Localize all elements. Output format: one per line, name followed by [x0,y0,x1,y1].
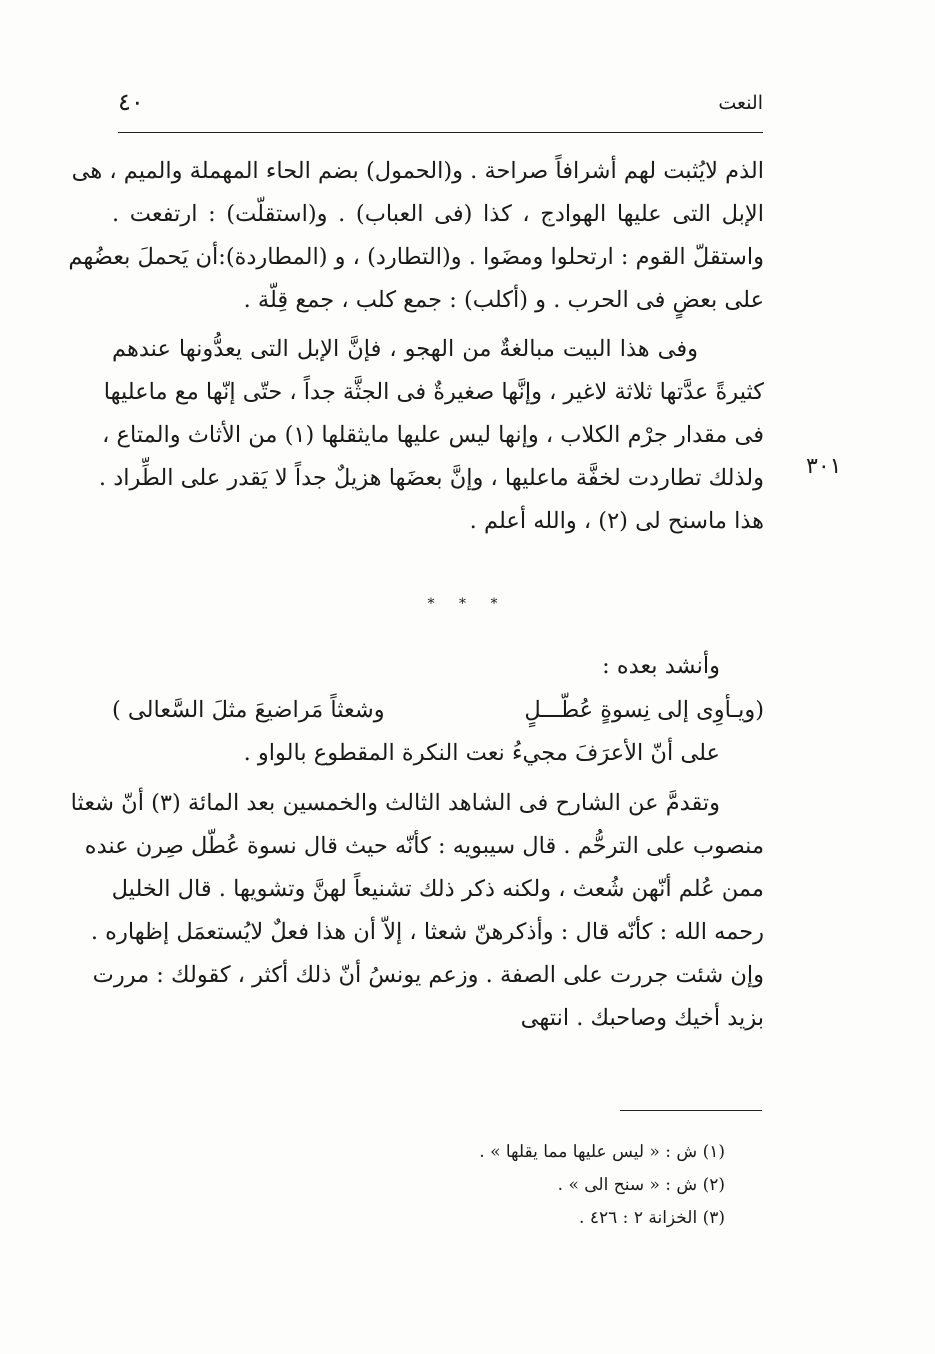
page-number: ٤٠ [118,88,144,116]
text-line: هذا ماسنح لى (٢) ، والله أعلم . [469,508,764,534]
verse-line [112,688,764,732]
text-line: رحمه الله : كأنّه قال : وأذكرهنّ شعثا ، إلاّ أن هذا فعلٌ لايُستعمَل إظهاره . [90,919,764,945]
verse-section [112,645,764,775]
footnotes [479,1136,725,1235]
text-line: بزيد أخيك وصاحبك . انتهى [520,1005,764,1031]
text-line: ممن عُلم أنّهن شُعث ، ولكنه ذكر ذلك تشنيعاً لهنَّ وتشويها . قال الخليل [111,876,764,902]
text-line: منصوب على الترحُّم . قال سيبويه : كأنّه حيث قال نسوة عُطّل صِرن عنده [84,833,764,859]
verse-intro: وأنشد بعده : [602,653,720,679]
header-rule [118,132,763,133]
verse-comment: على أنّ الأعرَفَ مجيءُ نعت النكرة المقطوع بالواو . [243,740,720,766]
footnote-rule [620,1110,762,1111]
margin-page-reference: ٣٠١ [806,454,842,479]
footnote: (٢) ش : « سنح الى » . [557,1175,725,1195]
text-line: فى مقدار جرْم الكلاب ، وإنها ليس عليها مايثقلها (١) من الأثاث والمتاع ، [102,422,764,448]
verse-first-hemistich: (ويـأوِى إلى نِسوةٍ عُطّـــلٍ [524,697,764,723]
text-line: الذم لايُثبت لهم أشرافاً صراحة . و(الحمول) بضم الحاء المهملة والميم ، هى [71,158,764,184]
verse-second-hemistich: وشعثاً مَراضيعَ مثلَ السَّعالى ) [112,697,385,723]
text-line: وتقدمَّ عن الشارح فى الشاهد الثالث والخمسين بعد المائة (٣) أنّ شعثا [70,790,720,816]
text-line: ولذلك تطاردت لخفَّة ماعليها ، وإنَّ بعضَها هزيلٌ جداً لا يَقدر على الطِّراد . [98,465,764,491]
text-line: وإن شئت جررت على الصفة . وزعم يونسُ أنّ ذلك أكثر ، كقولك : مررت [92,962,764,988]
text-line: وفى هذا البيت مبالغةٌ من الهجو ، فإنَّ الإبل التى يعدُّونها عندهم [112,336,698,362]
footnote: (٣) الخزانة ٢ : ٤٢٦ . [579,1208,725,1228]
text-line: واستقلّ القوم : ارتحلوا ومضَوا . و(التطارد) ، و (المطاردة):أن يَحملَ بعضُهم [68,244,764,270]
commentary-paragraph [70,782,764,1040]
footnote: (١) ش : « ليس عليها مما يقلها » . [479,1142,725,1162]
section-separator: * * * [427,596,508,612]
text-line: كثيرةً عدَّتها ثلاثة لاغير ، وإنَّها صغيرةٌ فى الجثَّة جداً ، حتّى إنّها مع ماعليها [103,379,764,405]
running-header [118,88,763,122]
running-title: النعت [718,92,763,114]
text-line: الإبل التى عليها الهوادج ، كذا (فى العباب) . و(استقلّت) : ارتفعت . [112,201,764,227]
text-line: على بعضٍ فى الحرب . و (أكلب) : جمع كلب ، جمع قِلّة . [243,287,764,313]
body-text [68,150,764,543]
